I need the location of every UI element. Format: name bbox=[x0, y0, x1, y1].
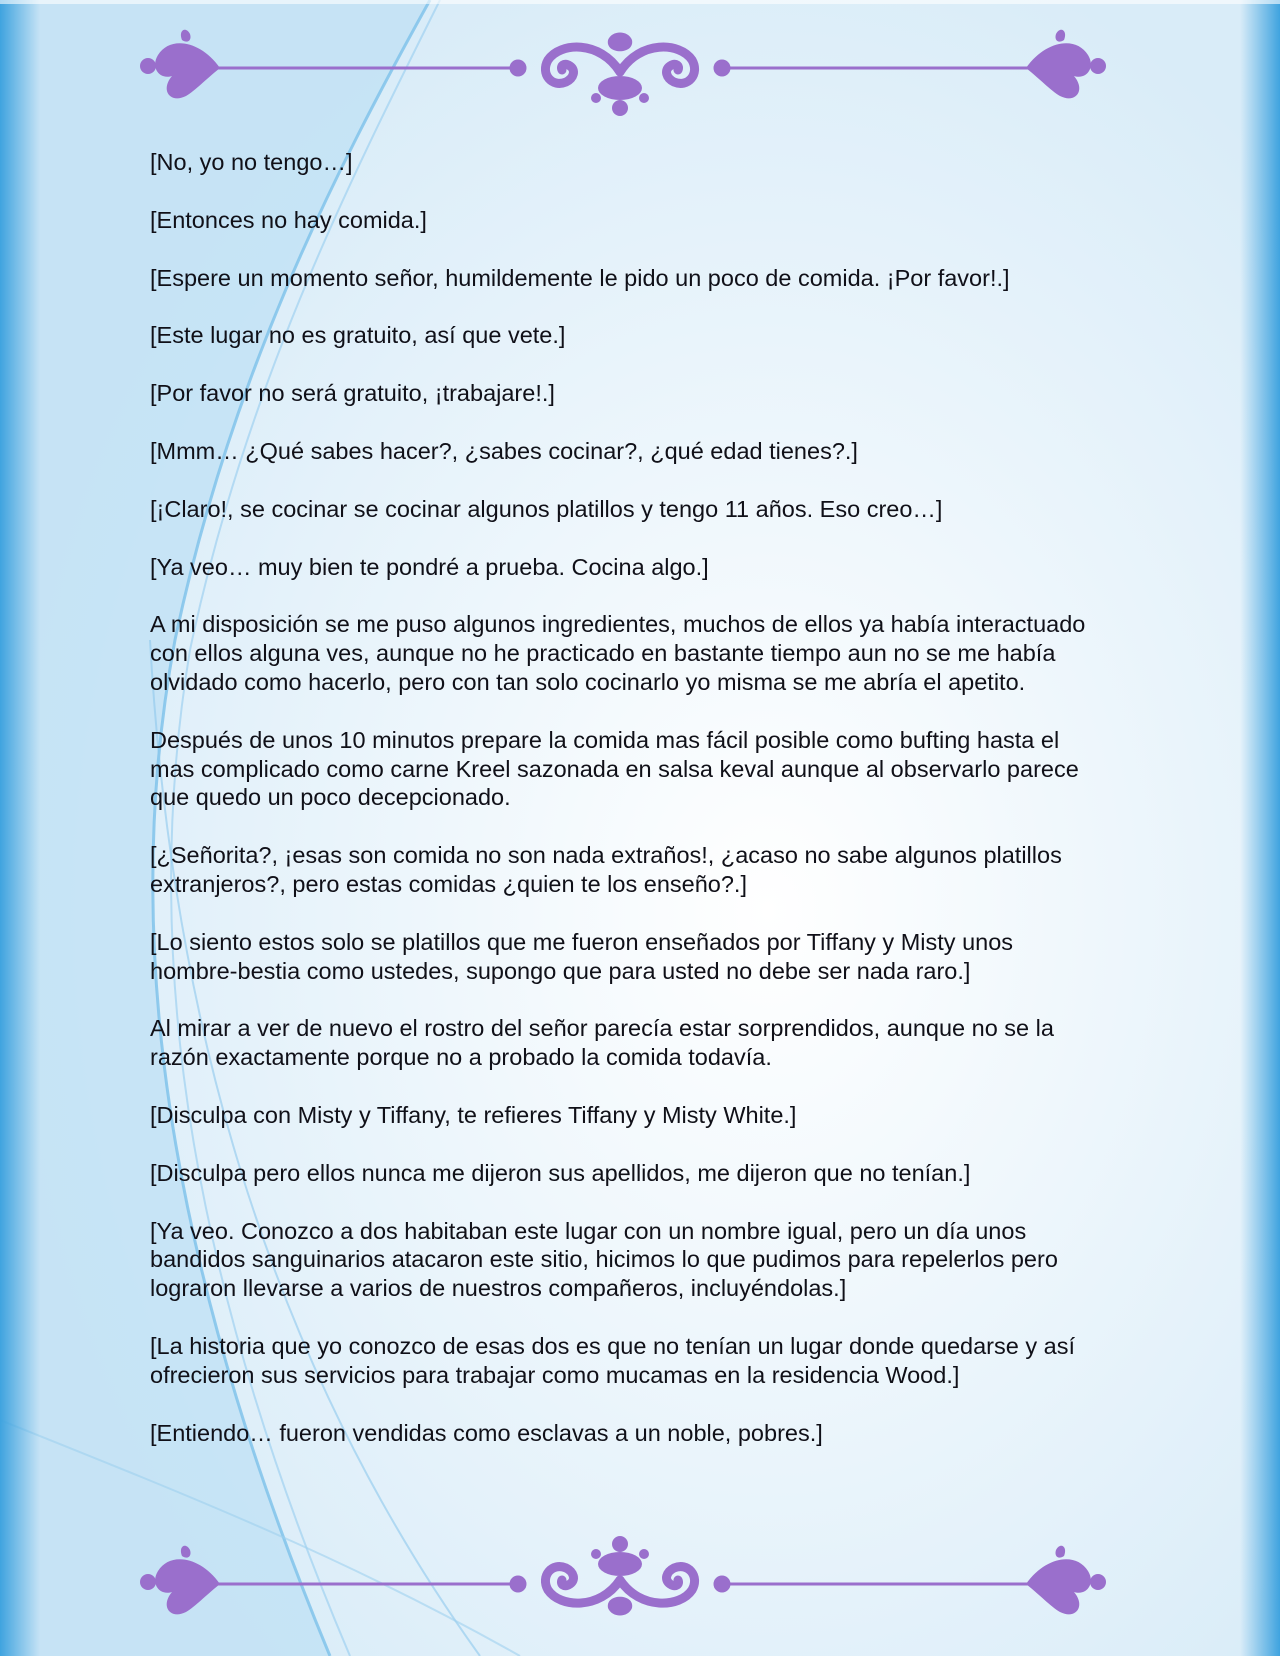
paragraph: [La historia que yo conozco de esas dos es que no tenían un lugar donde quedarse y así ofrecieron sus servicios para trabajar como mucamas en la residencia Wood.] bbox=[150, 1332, 1075, 1388]
paragraph: [Por favor no será gratuito, ¡trabajare!.] bbox=[150, 380, 555, 407]
document-body bbox=[150, 148, 1100, 1476]
paragraph: Al mirar a ver de nuevo el rostro del señor parecía estar sorprendidos, aunque no se la razón exactamente porque no a probado la comida todavía. bbox=[150, 1015, 1054, 1071]
paragraph: Después de unos 10 minutos prepare la comida mas fácil posible como bufting hasta el mas complicado como carne Kreel sazonada en salsa keval aunque al observarlo parece que quedo un poco decepcionado. bbox=[150, 726, 1079, 811]
paragraph: [Ya veo… muy bien te pondré a prueba. Cocina algo.] bbox=[150, 553, 709, 580]
paragraph: [Espere un momento señor, humildemente le pido un poco de comida. ¡Por favor!.] bbox=[150, 264, 1010, 291]
top-ornament-icon bbox=[0, 0, 1280, 120]
paragraph: [¿Señorita?, ¡esas son comida no son nada extraños!, ¿acaso no sabe algunos platillos extranjeros?, pero estas comidas ¿quien te los enseño?.] bbox=[150, 842, 1062, 897]
paragraph: [¡Claro!, se cocinar se cocinar algunos platillos y tengo 11 años. Eso creo…] bbox=[150, 495, 943, 522]
paragraph: [No, yo no tengo…] bbox=[150, 149, 353, 175]
paragraph: [Ya veo. Conozco a dos habitaban este lugar con un nombre igual, pero un día unos bandidos sanguinarios atacaron este sitio, hicimos lo que pudimos para repelerlos pero lograron llevarse a varios de nuestros compañeros, incluyéndolas.] bbox=[150, 1217, 1058, 1302]
bottom-ornament-icon bbox=[0, 1520, 1280, 1640]
paragraph: [Entonces no hay comida.] bbox=[150, 206, 427, 233]
paragraph: [Entiendo… fueron vendidas como esclavas a un noble, pobres.] bbox=[150, 1419, 823, 1446]
paragraph: [Disculpa con Misty y Tiffany, te refieres Tiffany y Misty White.] bbox=[150, 1101, 797, 1128]
paragraph: [Mmm… ¿Qué sabes hacer?, ¿sabes cocinar?, ¿qué edad tienes?.] bbox=[150, 437, 858, 464]
paragraph: [Lo siento estos solo se platillos que me fueron enseñados por Tiffany y Misty unos hombre-bestia como ustedes, supongo que para usted no debe ser nada raro.] bbox=[150, 928, 1014, 984]
paragraph: [Este lugar no es gratuito, así que vete.] bbox=[150, 322, 566, 349]
paragraph: A mi disposición se me puso algunos ingredientes, muchos de ellos ya había interactuado con ellos alguna ves, aunque no he practicado en bastante tiempo aun no se me había olvidado como hacerlo, pero con tan solo cocinarlo yo misma se me abría el apetito. bbox=[150, 611, 1086, 695]
paragraph: [Disculpa pero ellos nunca me dijeron sus apellidos, me dijeron que no tenían.] bbox=[150, 1159, 971, 1186]
